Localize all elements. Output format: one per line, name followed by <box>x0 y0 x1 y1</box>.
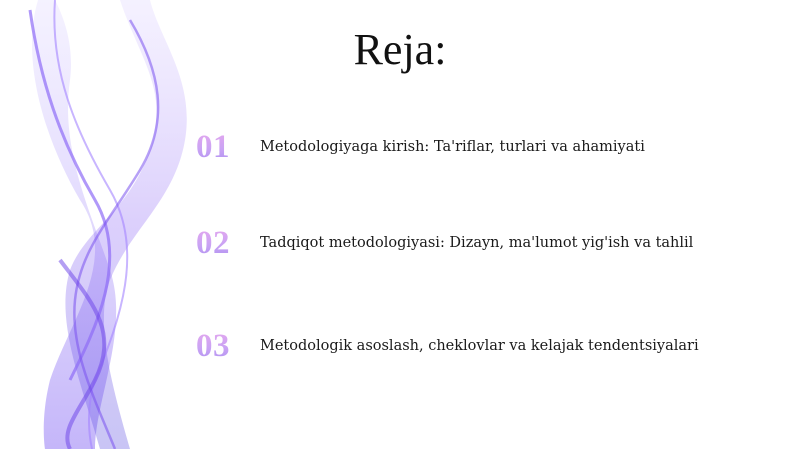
list-item-2 <box>196 218 693 268</box>
item-number: 01 <box>196 129 256 166</box>
list-item-1 <box>196 122 645 172</box>
purple-smoke-decoration <box>0 0 200 449</box>
item-text: Tadqiqot metodologiyasi: Dizayn, ma'lumot yig'ish va tahlil <box>260 235 694 251</box>
item-number: 02 <box>196 225 256 262</box>
item-number: 03 <box>196 328 256 365</box>
item-text: Metodologik asoslash, cheklovlar va kelajak tendentsiyalari <box>260 338 699 354</box>
item-text: Metodologiyaga kirish: Ta'riflar, turlari va ahamiyati <box>260 139 645 155</box>
slide-title: Reja: <box>353 25 447 74</box>
list-item-3 <box>196 321 699 371</box>
